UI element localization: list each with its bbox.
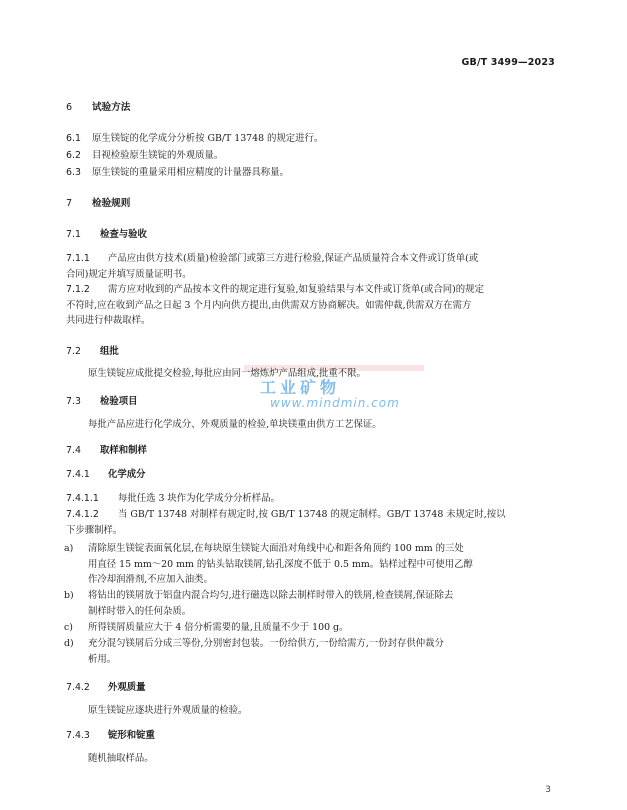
clause-number: 7.1.2 [66,284,90,295]
clause-number: 6.1 [66,133,81,144]
clause-title: 取样和制样 [100,445,147,456]
list-marker: c) [64,622,73,633]
list-item-a [64,541,550,588]
section-7-heading [66,196,130,212]
item-line: 将钻出的镁屑放于铝盘内混合均匀,进行磁选以除去制样时带入的铁屑,检查镁屑,保证除去 [88,590,454,601]
clause-7-3-text: 每批产品应进行化学成分、外观质量的检验,单块镁重由供方工艺保证。 [88,419,382,430]
section-number: 6 [66,102,73,113]
item-line: 所得镁屑质量应大于 4 倍分析需要的量,且质量不少于 100 g。 [88,622,349,633]
clause-7-4-1-2 [66,507,559,538]
clause-7-4-heading [66,443,147,459]
clause-7-4-3-text: 随机抽取样品。 [88,753,154,764]
list-item-c [64,620,550,636]
list-marker: a) [64,543,74,554]
clause-6-3 [66,165,289,181]
clause-number: 7.4.2 [66,682,90,693]
clause-7-4-1-heading [66,467,146,483]
clause-7-4-3-heading [66,728,155,744]
paragraph-line: 不符时,应在收到产品之日起 3 个月内向供方提出,由供需双方协商解决。如需仲裁,供需双方在需方 [66,299,472,311]
clause-7-2-text: 原生镁锭应成批提交检验,每批应由同一熔炼炉产品组成,批重不限。 [88,368,366,379]
watermark-title: 工业矿物 [260,378,341,397]
standard-code-text: GB/T 3499—2023 [461,57,555,68]
clause-number: 7.1 [66,229,81,240]
paragraph-line: 合同)规定并填写质量证明书。 [66,268,192,280]
clause-title: 组批 [100,346,119,357]
page-number: 3 [545,784,551,795]
clause-7-1-heading [66,227,147,243]
clause-text: 目视检验原生镁锭的外观质量。 [92,150,224,161]
clause-number: 6.3 [66,167,81,178]
clause-number: 7.4.3 [66,730,90,741]
section-title: 检验规则 [92,198,131,209]
list-item-d [64,636,550,667]
paragraph-line: 下步骤制样。 [66,524,123,536]
clause-title: 锭形和锭重 [108,730,155,741]
section-6-heading [66,100,130,116]
list-item-b [64,588,550,619]
clause-number: 6.2 [66,150,81,161]
section-title: 试验方法 [92,102,131,113]
clause-text: 原生镁锭的重量采用相应精度的计量器具称量。 [92,167,289,178]
line-text: 当 GB/T 13748 对制样有规定时,按 GB/T 13748 的规定制样。GB/T 13748 未规定时,按以 [118,509,506,520]
clause-number: 7.1.1 [66,253,90,264]
clause-7-1-1 [66,251,559,282]
clause-title: 化学成分 [108,469,146,480]
list-marker: d) [64,638,74,649]
clause-title: 检查与验收 [100,229,147,240]
clause-title: 外观质量 [108,682,146,693]
clause-text: 原生镁锭的化学成分分析按 GB/T 13748 的规定进行。 [92,133,324,144]
paragraph-line [66,282,559,298]
clause-7-4-2-text: 原生镁锭应逐块进行外观质量的检验。 [88,705,248,716]
item-line: 充分混匀镁屑后分成三等份,分别密封包装。一份给供方,一份给需方,一份封存供仲裁分 [88,638,444,649]
clause-number: 7.2 [66,346,81,357]
clause-number: 7.4 [66,445,81,456]
item-line: 制样时带入的任何杂质。 [88,605,192,617]
clause-7-2-heading [66,344,119,360]
clause-6-2 [66,148,223,164]
clause-text: 每批任选 3 块作为化学成分分析样品。 [118,493,280,504]
clause-number: 7.4.1.1 [66,493,99,504]
clause-6-1 [66,131,323,147]
clause-number: 7.3 [66,396,81,407]
paragraph-line: 共同进行仲裁取样。 [66,315,151,326]
line-text: 需方应对收到的产品按本文件的规定进行复验,如复验结果与本文件或订货单(或合同)的规定 [108,284,484,295]
clause-number: 7.4.1 [66,469,90,480]
list-marker: b) [64,590,74,601]
section-number: 7 [66,198,73,209]
paragraph-line [66,507,559,523]
clause-7-1-2 [66,282,559,329]
item-line: 作冷却润滑剂,不应加入油类。 [88,574,213,585]
item-line: 用直径 15 mm～20 mm 的钻头钻取镁屑,钻孔深度不低于 0.5 mm。钻样过程中可使用乙醇 [88,558,473,570]
standard-code [462,55,555,71]
item-line: 析用。 [88,653,117,665]
paragraph-line [66,251,559,267]
item-line: 清除原生镁锭表面氧化层,在每块原生镁锭大面沿对角线中心和距各角顶约 100 mm 的三处 [88,543,464,554]
clause-7-4-1-1 [66,491,280,507]
line-text: 产品应由供方技术(质量)检验部门或第三方进行检验,保证产品质量符合本文件或订货单(或 [108,253,479,264]
watermark-url: www.mindmin.com [270,395,400,410]
clause-7-3-heading [66,394,138,410]
clause-title: 检验项目 [100,396,138,407]
clause-number: 7.4.1.2 [66,509,99,520]
watermark [260,380,400,411]
clause-7-4-2-heading [66,680,146,696]
